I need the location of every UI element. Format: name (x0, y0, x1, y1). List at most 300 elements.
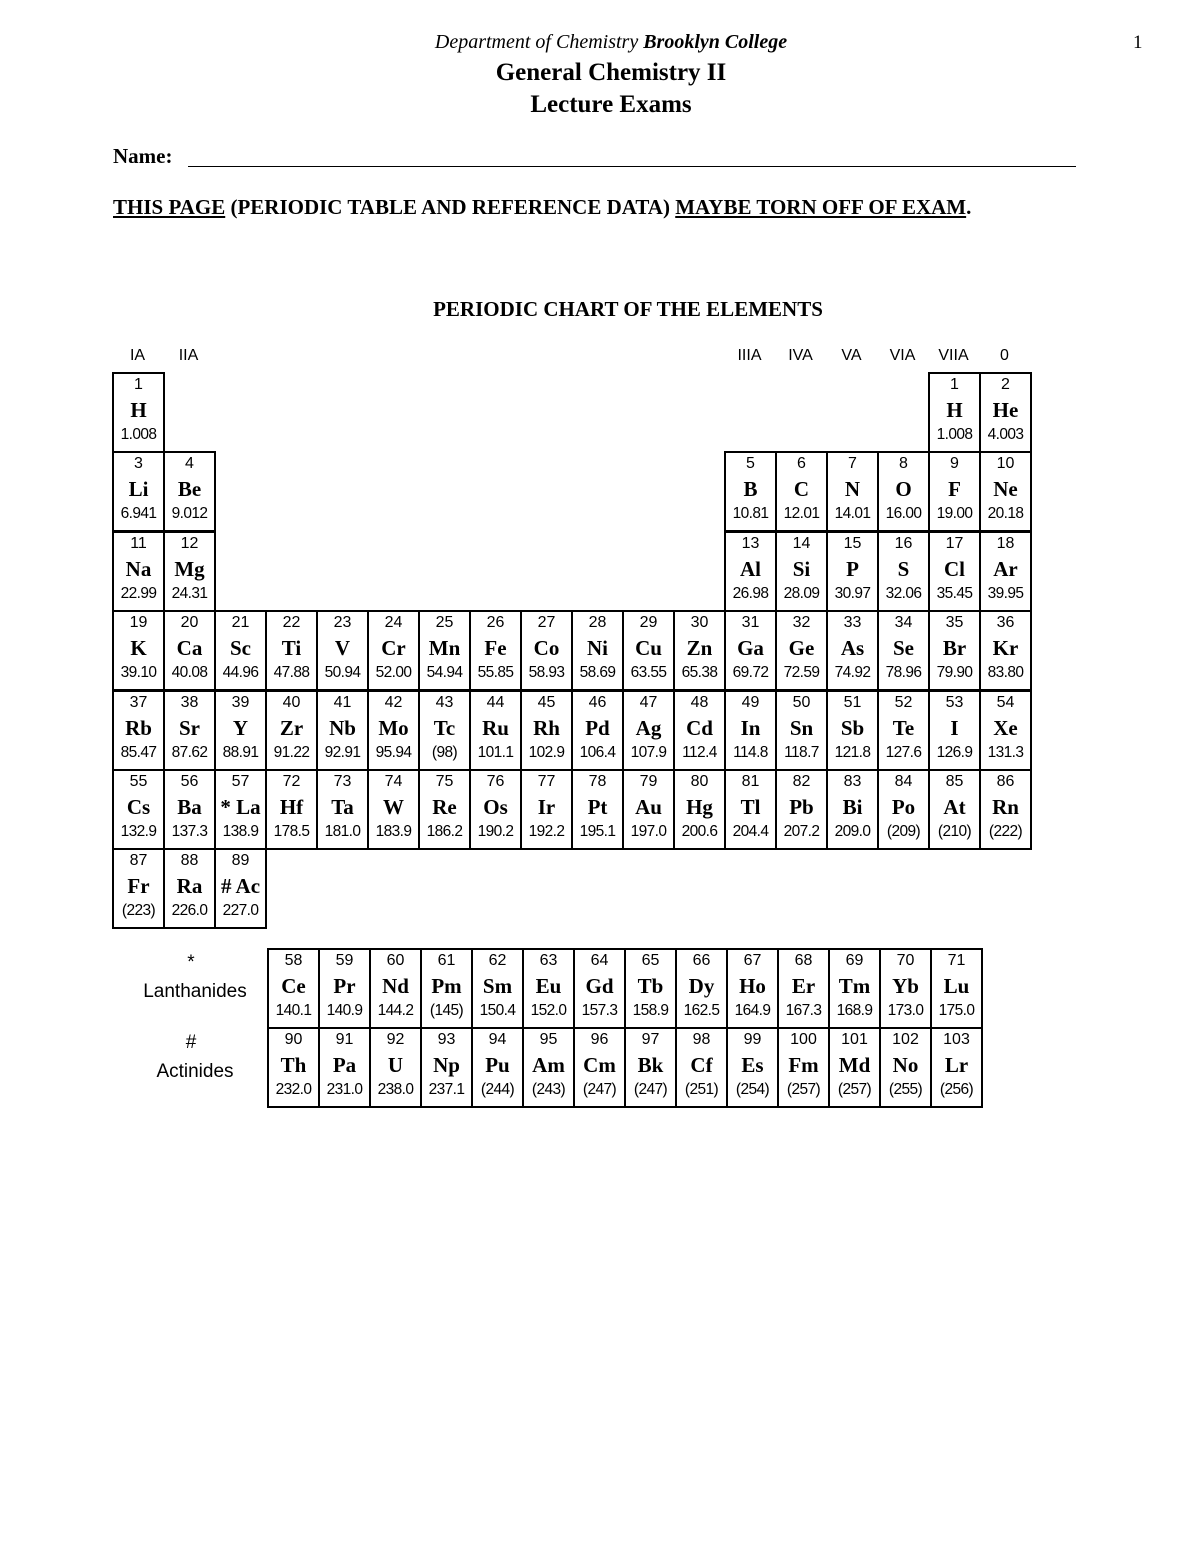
element-symbol: Fm (788, 1053, 819, 1077)
atomic-number: 83 (843, 773, 862, 790)
element-symbol: Mn (428, 636, 461, 660)
element-cell (214, 610, 267, 691)
element-symbol: Re (432, 795, 457, 819)
element-symbol: Be (177, 477, 202, 501)
atomic-mass: (251) (684, 1081, 719, 1098)
element-symbol: K (130, 636, 147, 660)
element-symbol: Os (483, 795, 508, 819)
atomic-mass: (222) (988, 823, 1023, 840)
element-symbol: I (950, 716, 959, 740)
lanthanides-label: Lanthanides (143, 981, 247, 1002)
element-cell (316, 769, 369, 850)
element-symbol: W (383, 795, 404, 819)
atomic-number: 68 (794, 952, 813, 969)
actinide-cell (828, 1027, 881, 1108)
atomic-mass: 54.94 (426, 664, 463, 681)
atomic-mass: 9.012 (171, 505, 208, 522)
element-symbol: Eu (535, 974, 562, 998)
element-cell (214, 690, 267, 771)
element-cell (571, 769, 624, 850)
element-symbol: Ne (993, 477, 1018, 501)
atomic-number: 15 (843, 535, 862, 552)
atomic-mass: 22.99 (120, 585, 157, 602)
group-label: 0 (1000, 347, 1009, 364)
atomic-number: 29 (639, 614, 658, 631)
element-symbol: H (130, 398, 147, 422)
element-symbol: Tl (740, 795, 761, 819)
atomic-number: 97 (641, 1031, 660, 1048)
atomic-number: 101 (841, 1031, 868, 1048)
atomic-mass: 4.003 (987, 426, 1024, 443)
element-cell (520, 610, 573, 691)
atomic-mass: 114.8 (733, 744, 768, 761)
element-symbol: Au (635, 795, 662, 819)
atomic-number: 76 (486, 773, 505, 790)
atomic-number: 77 (537, 773, 556, 790)
actinide-cell (369, 1027, 422, 1108)
element-symbol: Mg (174, 557, 205, 581)
lanthanide-cell (471, 948, 524, 1029)
element-cell (928, 531, 981, 612)
element-symbol: Pb (789, 795, 814, 819)
element-symbol: Gd (585, 974, 614, 998)
element-symbol: Cd (686, 716, 713, 740)
notice-middle: (PERIODIC TABLE AND REFERENCE DATA) (225, 195, 676, 219)
atomic-number: 52 (894, 694, 913, 711)
element-symbol: Cl (944, 557, 965, 581)
atomic-mass: 140.1 (275, 1002, 312, 1019)
atomic-mass: 39.95 (987, 585, 1024, 602)
atomic-number: 33 (843, 614, 862, 631)
course-title: General Chemistry II (495, 59, 727, 86)
element-cell (928, 769, 981, 850)
element-symbol: Lr (944, 1053, 969, 1077)
group-label: IIIA (737, 347, 762, 364)
atomic-number: 27 (537, 614, 556, 631)
element-cell (775, 769, 828, 850)
atomic-mass: 150.4 (479, 1002, 516, 1019)
atomic-mass: 118.7 (784, 744, 819, 761)
element-cell (163, 690, 216, 771)
element-symbol: Ni (587, 636, 608, 660)
actinide-cell (522, 1027, 575, 1108)
page-number: 1 (1133, 32, 1143, 53)
atomic-number: 35 (945, 614, 964, 631)
element-symbol: Ga (737, 636, 764, 660)
atomic-number: 88 (180, 852, 199, 869)
atomic-number: 42 (384, 694, 403, 711)
atomic-mass: 39.10 (120, 664, 157, 681)
atomic-number: 62 (488, 952, 507, 969)
atomic-number: 18 (996, 535, 1015, 552)
atomic-number: 6 (797, 455, 806, 472)
atomic-mass: 50.94 (324, 664, 361, 681)
element-symbol: Es (741, 1053, 764, 1077)
actinides-label: Actinides (156, 1061, 234, 1082)
element-cell (367, 769, 420, 850)
element-cell (418, 690, 471, 771)
element-symbol: Nb (329, 716, 356, 740)
atomic-number: 72 (282, 773, 301, 790)
element-cell (775, 610, 828, 691)
element-symbol: Pu (485, 1053, 510, 1077)
atomic-mass: 232.0 (275, 1081, 312, 1098)
element-symbol: Pt (587, 795, 608, 819)
element-symbol: Pm (431, 974, 462, 998)
atomic-mass: (247) (582, 1081, 617, 1098)
element-cell (265, 769, 318, 850)
atomic-number: 28 (588, 614, 607, 631)
atomic-number: 61 (437, 952, 456, 969)
element-symbol: Pa (332, 1053, 357, 1077)
atomic-mass: 107.9 (630, 744, 667, 761)
element-cell (775, 451, 828, 532)
element-cell (775, 531, 828, 612)
department-line (0, 31, 1200, 54)
element-symbol: Ir (537, 795, 556, 819)
name-field[interactable] (113, 144, 172, 169)
element-symbol: In (740, 716, 761, 740)
atomic-number: 26 (486, 614, 505, 631)
atomic-mass: 79.90 (936, 664, 973, 681)
atomic-number: 53 (945, 694, 964, 711)
element-cell (163, 848, 216, 929)
element-cell (367, 610, 420, 691)
atomic-mass: 186.2 (426, 823, 463, 840)
atomic-number: 49 (741, 694, 760, 711)
atomic-mass: 168.9 (836, 1002, 873, 1019)
notice-this-page: THIS PAGE (113, 195, 226, 219)
actinides-mark: # (185, 1032, 197, 1053)
atomic-number: 91 (335, 1031, 354, 1048)
element-cell (163, 769, 216, 850)
element-symbol: Cs (126, 795, 151, 819)
lanthanide-cell (879, 948, 932, 1029)
atomic-mass: (256) (939, 1081, 974, 1098)
element-cell (673, 769, 726, 850)
atomic-mass: (244) (480, 1081, 515, 1098)
element-symbol: S (897, 557, 910, 581)
atomic-mass: 20.18 (987, 505, 1024, 522)
atomic-mass: 85.47 (120, 744, 157, 761)
element-symbol: Se (893, 636, 914, 660)
atomic-number: 21 (231, 614, 250, 631)
atomic-mass: 78.96 (885, 664, 922, 681)
actinide-cell (573, 1027, 626, 1108)
element-symbol: Y (232, 716, 249, 740)
atomic-number: 80 (690, 773, 709, 790)
element-cell (928, 610, 981, 691)
atomic-mass: 204.4 (732, 823, 769, 840)
atomic-mass: 26.98 (732, 585, 769, 602)
atomic-number: 45 (537, 694, 556, 711)
element-symbol: Cf (690, 1053, 713, 1077)
atomic-mass: 200.6 (681, 823, 718, 840)
element-symbol: * La (220, 795, 261, 819)
element-symbol: At (943, 795, 966, 819)
atomic-mass: 162.5 (683, 1002, 720, 1019)
atomic-number: 46 (588, 694, 607, 711)
atomic-number: 44 (486, 694, 505, 711)
atomic-mass: (98) (431, 744, 458, 761)
element-cell (163, 451, 216, 532)
atomic-number: 70 (896, 952, 915, 969)
element-cell (877, 451, 930, 532)
atomic-number: 48 (690, 694, 709, 711)
atomic-mass: 238.0 (377, 1081, 414, 1098)
element-symbol: He (992, 398, 1019, 422)
atomic-mass: 112.4 (682, 744, 717, 761)
actinide-cell (420, 1027, 473, 1108)
group-label: IIA (178, 347, 199, 364)
element-symbol: Sm (482, 974, 513, 998)
atomic-number: 38 (180, 694, 199, 711)
element-cell (214, 848, 267, 929)
element-cell (826, 610, 879, 691)
group-label: VIA (889, 347, 916, 364)
element-cell (469, 610, 522, 691)
atomic-mass: 58.69 (579, 664, 616, 681)
element-cell (163, 531, 216, 612)
atomic-mass: 178.5 (273, 823, 310, 840)
atomic-mass: 126.9 (936, 744, 973, 761)
element-cell (775, 690, 828, 771)
element-cell (673, 690, 726, 771)
element-symbol: Fr (127, 874, 150, 898)
atomic-number: 58 (284, 952, 303, 969)
atomic-mass: 101.1 (477, 744, 514, 761)
element-symbol: Ag (635, 716, 662, 740)
atomic-number: 89 (231, 852, 250, 869)
actinide-cell (471, 1027, 524, 1108)
atomic-mass: 138.9 (222, 823, 259, 840)
element-symbol: Pr (333, 974, 356, 998)
element-symbol: Si (792, 557, 811, 581)
notice-period: . (966, 195, 972, 219)
atomic-mass: 226.0 (171, 902, 208, 919)
element-symbol: Sc (230, 636, 251, 660)
element-symbol: O (895, 477, 912, 501)
element-cell (469, 769, 522, 850)
lanthanide-cell (777, 948, 830, 1029)
atomic-number: 81 (741, 773, 760, 790)
atomic-number: 10 (996, 455, 1015, 472)
element-symbol: Ce (281, 974, 306, 998)
atomic-number: 8 (899, 455, 908, 472)
element-symbol: H (946, 398, 963, 422)
atomic-mass: 237.1 (428, 1081, 465, 1098)
actinide-cell (675, 1027, 728, 1108)
element-symbol: Na (125, 557, 152, 581)
atomic-mass: 88.91 (222, 744, 259, 761)
element-symbol: Fe (484, 636, 507, 660)
atomic-mass: 157.3 (581, 1002, 618, 1019)
element-symbol: Hg (686, 795, 713, 819)
atomic-mass: 207.2 (783, 823, 820, 840)
atomic-number: 3 (134, 455, 143, 472)
atomic-mass: 175.0 (938, 1002, 975, 1019)
actinide-cell (318, 1027, 371, 1108)
element-cell (877, 610, 930, 691)
element-symbol: Ra (176, 874, 203, 898)
element-symbol: Sn (789, 716, 814, 740)
atomic-mass: 91.22 (273, 744, 310, 761)
lanthanide-cell (369, 948, 422, 1029)
group-label: VA (841, 347, 862, 364)
element-cell (979, 690, 1032, 771)
element-symbol: F (948, 477, 961, 501)
atomic-number: 67 (743, 952, 762, 969)
atomic-number: 86 (996, 773, 1015, 790)
element-cell (673, 610, 726, 691)
element-cell (979, 531, 1032, 612)
element-symbol: Tb (637, 974, 664, 998)
atomic-number: 16 (894, 535, 913, 552)
atomic-number: 9 (950, 455, 959, 472)
element-symbol: Co (533, 636, 560, 660)
atomic-mass: 183.9 (375, 823, 412, 840)
atomic-mass: 30.97 (834, 585, 871, 602)
actinide-cell (624, 1027, 677, 1108)
lanthanide-cell (930, 948, 983, 1029)
atomic-number: 5 (746, 455, 755, 472)
actinide-cell (879, 1027, 932, 1108)
atomic-mass: 167.3 (785, 1002, 822, 1019)
atomic-number: 65 (641, 952, 660, 969)
atomic-number: 25 (435, 614, 454, 631)
atomic-mass: 132.9 (120, 823, 157, 840)
atomic-mass: 47.88 (273, 664, 310, 681)
atomic-number: 59 (335, 952, 354, 969)
atomic-mass: 14.01 (834, 505, 871, 522)
atomic-mass: 181.0 (324, 823, 361, 840)
atomic-number: 93 (437, 1031, 456, 1048)
element-cell (979, 451, 1032, 532)
element-cell (469, 690, 522, 771)
element-cell (826, 769, 879, 850)
atomic-mass: 87.62 (171, 744, 208, 761)
element-symbol: B (743, 477, 758, 501)
atomic-number: 71 (947, 952, 966, 969)
element-symbol: Cr (381, 636, 406, 660)
actinide-cell (726, 1027, 779, 1108)
atomic-mass: 137.3 (171, 823, 208, 840)
atomic-mass: 83.80 (987, 664, 1024, 681)
element-symbol: As (840, 636, 865, 660)
element-symbol: Er (791, 974, 816, 998)
atomic-number: 2 (1001, 376, 1010, 393)
atomic-number: 99 (743, 1031, 762, 1048)
element-symbol: Sr (179, 716, 200, 740)
element-symbol: Po (891, 795, 916, 819)
atomic-number: 82 (792, 773, 811, 790)
element-cell (724, 690, 777, 771)
atomic-mass: (210) (937, 823, 972, 840)
atomic-number: 43 (435, 694, 454, 711)
element-symbol: P (846, 557, 859, 581)
atomic-number: 79 (639, 773, 658, 790)
atomic-number: 94 (488, 1031, 507, 1048)
atomic-mass: (243) (531, 1081, 566, 1098)
tear-off-notice (113, 195, 971, 220)
atomic-number: 96 (590, 1031, 609, 1048)
atomic-number: 1 (950, 376, 959, 393)
atomic-mass: 127.6 (885, 744, 922, 761)
element-cell (979, 372, 1032, 453)
atomic-mass: (255) (888, 1081, 923, 1098)
lanthanide-cell (624, 948, 677, 1029)
atomic-mass: (247) (633, 1081, 668, 1098)
atomic-number: 30 (690, 614, 709, 631)
atomic-number: 50 (792, 694, 811, 711)
element-cell (724, 531, 777, 612)
atomic-number: 102 (892, 1031, 919, 1048)
atomic-number: 103 (943, 1031, 970, 1048)
element-symbol: Kr (992, 636, 1019, 660)
atomic-number: 36 (996, 614, 1015, 631)
atomic-number: 51 (843, 694, 862, 711)
atomic-number: 24 (384, 614, 403, 631)
element-symbol: Ba (177, 795, 202, 819)
atomic-mass: 10.81 (732, 505, 769, 522)
atomic-mass: 72.59 (783, 664, 820, 681)
atomic-number: 23 (333, 614, 352, 631)
element-cell (316, 690, 369, 771)
name-label: Name: (113, 144, 173, 168)
atomic-number: 95 (539, 1031, 558, 1048)
lanthanide-cell (675, 948, 728, 1029)
atomic-mass: 44.96 (222, 664, 259, 681)
element-symbol: Bk (637, 1053, 664, 1077)
atomic-mass: (257) (786, 1081, 821, 1098)
element-cell (622, 690, 675, 771)
atomic-mass: 227.0 (222, 902, 259, 919)
element-symbol: V (334, 636, 351, 660)
element-symbol: Cu (635, 636, 662, 660)
element-symbol: Li (128, 477, 149, 501)
atomic-mass: 1.008 (936, 426, 973, 443)
atomic-mass: 69.72 (732, 664, 769, 681)
atomic-mass: 173.0 (887, 1002, 924, 1019)
element-cell (877, 531, 930, 612)
atomic-mass: 140.9 (326, 1002, 363, 1019)
atomic-mass: 40.08 (171, 664, 208, 681)
atomic-number: 13 (741, 535, 760, 552)
element-symbol: No (892, 1053, 919, 1077)
actinide-cell (267, 1027, 320, 1108)
atomic-mass: 58.93 (528, 664, 565, 681)
atomic-number: 84 (894, 773, 913, 790)
element-cell (112, 690, 165, 771)
element-symbol: Ca (176, 636, 203, 660)
element-cell (979, 769, 1032, 850)
name-blank-line[interactable] (188, 166, 1076, 167)
atomic-number: 34 (894, 614, 913, 631)
atomic-number: 87 (129, 852, 148, 869)
atomic-number: 14 (792, 535, 811, 552)
notice-torn-off: MAYBE TORN OFF OF EXAM (675, 195, 967, 219)
element-cell (724, 769, 777, 850)
element-symbol: Xe (993, 716, 1018, 740)
element-cell (826, 451, 879, 532)
element-cell (265, 610, 318, 691)
atomic-mass: (257) (837, 1081, 872, 1098)
element-symbol: Al (740, 557, 761, 581)
element-symbol: Tc (433, 716, 456, 740)
atomic-number: 20 (180, 614, 199, 631)
atomic-number: 47 (639, 694, 658, 711)
atomic-number: 17 (945, 535, 964, 552)
